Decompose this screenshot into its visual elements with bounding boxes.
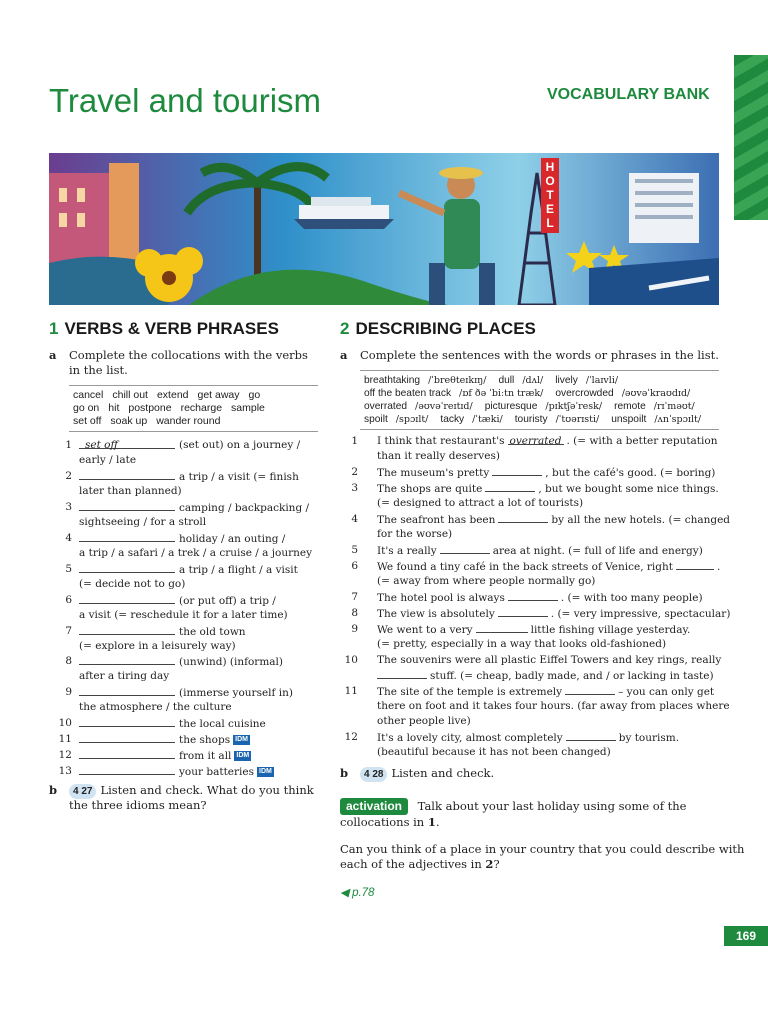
item-text-tail: by tourism. — [618, 732, 680, 744]
page-reference[interactable]: ◀ p.78 — [340, 887, 375, 899]
answer-blank[interactable] — [508, 590, 558, 601]
answer-blank[interactable] — [476, 622, 528, 633]
word: hit — [108, 402, 120, 414]
word: set off — [73, 415, 102, 427]
item-text-continued: for the worse) — [377, 528, 453, 540]
page-number: 169 — [724, 926, 768, 946]
answer-blank[interactable] — [79, 748, 175, 759]
answer-blank[interactable] — [79, 531, 175, 542]
item-text: the old town — [179, 626, 246, 638]
item-text: The hotel pool is always — [377, 592, 505, 604]
sentence-item — [344, 465, 720, 480]
item-text: the local cuisine — [179, 718, 266, 730]
item-text-continued: a visit (= reschedule it for a later time) — [79, 609, 288, 621]
hotel-sign-h: H — [545, 160, 555, 174]
item-text: The site of the temple is extremely — [377, 686, 563, 698]
collocation-item — [58, 732, 318, 747]
item-text: your batteries — [179, 766, 254, 778]
item-text-tail: . — [716, 561, 721, 573]
answer-blank[interactable] — [498, 606, 548, 617]
sentence-item — [344, 512, 731, 542]
word: spoilt /spɔɪlt/ — [364, 414, 429, 425]
word: postpone — [128, 402, 172, 414]
audio-icon[interactable]: 4 27 — [69, 784, 96, 799]
item-text: We found a tiny café in the back streets of Venice, right — [377, 561, 673, 573]
sentence-item — [344, 543, 720, 558]
word: soak up — [110, 415, 148, 427]
collocation-item — [58, 716, 318, 731]
idiom-badge: IDM — [259, 768, 272, 775]
section-2-b: b 4 28 Listen and check. — [340, 766, 495, 780]
item-text: We went to a very — [377, 624, 473, 636]
item-text: (set out) on a journey / — [179, 439, 301, 451]
item-number: 7 — [65, 625, 72, 637]
item-text-continued: after a tiring day — [79, 670, 170, 682]
collocation-item — [58, 562, 318, 592]
section-1-word-list — [69, 385, 318, 432]
item-text-tail: . (= with a better reputation — [566, 435, 718, 447]
collocation-item — [58, 438, 318, 468]
item-text-continued: than it really deserves) — [377, 450, 500, 462]
item-text-tail: , but the café's good. (= boring) — [545, 467, 716, 479]
word: off the beaten track /ɒf ðə ˈbiːtn træk/ — [364, 388, 544, 399]
word: remote /rɪˈməʊt/ — [614, 401, 695, 412]
item-number: 3 — [65, 501, 72, 513]
collocation-item — [58, 748, 318, 763]
answer-blank[interactable]: overrated — [508, 434, 564, 445]
word: tacky /ˈtæki/ — [440, 414, 503, 425]
decorative-stripe — [734, 55, 768, 220]
activation-block: activation Talk about your last holiday using some of the collocations in 1. Can you think of a place in your country that you could describe with each of the adjectives in 2? ◀ p.78 — [340, 799, 745, 899]
section-1-heading: 1 VERBS & VERB PHRASES — [49, 319, 279, 338]
word: recharge — [180, 402, 223, 414]
arrow-left-icon: ◀ — [340, 887, 349, 899]
item-text: It's a lovely city, almost completely — [377, 732, 563, 744]
word: touristy /ˈtʊərɪsti/ — [514, 414, 600, 425]
word: chill out — [112, 389, 148, 401]
item-number: 8 — [351, 607, 358, 619]
item-text: (immerse yourself in) — [179, 687, 293, 699]
answer-blank[interactable] — [565, 684, 615, 695]
section-2-instruction: a Complete the sentences with the words or phrases in the list. — [340, 348, 719, 362]
item-text: The view is absolutely — [377, 608, 495, 620]
item-text: from it all — [179, 750, 232, 762]
section-2-heading: 2 DESCRIBING PLACES — [340, 319, 536, 338]
sentence-item — [344, 434, 720, 464]
sentence-item — [344, 606, 731, 621]
item-text: It's a really — [377, 545, 437, 557]
section-label: VOCABULARY BANK — [547, 86, 710, 103]
item-text-continued: (= away from where people normally go) — [377, 575, 596, 587]
banner-illustration — [49, 153, 719, 305]
word: extend — [156, 389, 189, 401]
collocation-item — [58, 469, 318, 499]
answer-blank[interactable] — [79, 654, 175, 665]
sentence-item — [344, 622, 720, 652]
item-number: 11 — [58, 733, 72, 745]
word: get away — [197, 389, 240, 401]
item-number: 10 — [344, 654, 358, 666]
item-number: 6 — [65, 594, 72, 606]
sentence-item — [344, 559, 720, 589]
activation-badge: activation — [340, 798, 408, 815]
answer-blank[interactable] — [79, 624, 175, 635]
item-text-continued: (beautiful because it has not been changed) — [377, 746, 611, 758]
item-text: holiday / an outing / — [179, 533, 286, 545]
item-text-continued: early / late — [79, 454, 137, 466]
answer-blank[interactable] — [676, 559, 714, 570]
sentence-item — [344, 590, 720, 605]
word: go on — [73, 402, 100, 414]
hotel-sign-l: L — [546, 216, 554, 230]
item-text: a trip / a flight / a visit — [179, 564, 298, 576]
answer-blank[interactable]: set off — [79, 438, 175, 449]
collocation-item — [58, 500, 318, 530]
item-number: 4 — [65, 532, 72, 544]
item-text: I think that restaurant's — [377, 435, 505, 447]
item-text-tail: , but we bought some nice things. — [538, 483, 719, 495]
answer-blank[interactable] — [79, 716, 175, 727]
item-number: 5 — [65, 563, 72, 575]
word: overrated /əʊvəˈreɪtɪd/ — [364, 401, 473, 412]
section-1-b: b 4 27 Listen and check. What do you think the three idioms mean? — [49, 783, 314, 812]
item-text: The seafront has been — [377, 514, 496, 526]
activation-text: Talk about your last holiday using some of the — [417, 799, 687, 813]
answer-blank[interactable] — [485, 481, 535, 492]
collocation-item — [58, 764, 318, 779]
word: dull /dʌl/ — [498, 375, 544, 386]
answer-blank[interactable] — [79, 764, 175, 775]
hotel-sign-t: T — [546, 188, 554, 202]
word: go — [248, 389, 261, 401]
word: sample — [231, 402, 265, 414]
item-number: 3 — [351, 482, 358, 494]
item-text-tail: . (= with too many people) — [560, 592, 703, 604]
item-number: 12 — [58, 749, 72, 761]
section-2-word-list — [360, 370, 719, 430]
item-text: the shops — [179, 734, 231, 746]
section-1-instruction: a Complete the collocations with the verbs in the list. — [49, 348, 308, 377]
idiom-badge: IDM — [236, 752, 250, 759]
sentence-item — [344, 653, 720, 683]
item-text-continued: stuff. (= cheap, badly made, and / or lacking in taste) — [430, 670, 714, 682]
item-text: The museum's pretty — [377, 467, 490, 479]
collocation-item — [58, 654, 318, 684]
sentence-item — [344, 481, 720, 511]
item-text-continued: other people live) — [377, 715, 471, 727]
idiom-badge: IDM — [235, 736, 248, 743]
item-text-continued: a trip / a safari / a trek / a cruise / a journey — [79, 547, 313, 559]
item-number: 2 — [351, 466, 358, 478]
word: wander round — [156, 415, 221, 427]
item-number: 1 — [65, 439, 72, 451]
page-title: Travel and tourism — [49, 82, 322, 119]
item-number: 7 — [351, 591, 358, 603]
collocation-item — [58, 685, 318, 715]
item-text: The souvenirs were all plastic Eiffel Towers and key rings, really — [377, 654, 722, 666]
word: overcrowded /əʊvəˈkraʊdɪd/ — [555, 388, 691, 399]
item-text: (unwind) (informal) — [179, 656, 284, 668]
item-number: 13 — [58, 765, 72, 777]
item-text-tail: – you can only get — [618, 686, 715, 698]
answer-blank[interactable] — [492, 465, 542, 476]
item-text-continued: (= designed to attract a lot of tourists) — [377, 497, 584, 509]
item-number: 6 — [351, 560, 358, 572]
word: cancel — [73, 389, 104, 401]
answer-blank[interactable] — [377, 668, 427, 679]
answer-blank[interactable] — [79, 469, 175, 480]
answer-blank[interactable] — [79, 685, 175, 696]
item-text-tail: . (= very impressive, spectacular) — [550, 608, 731, 620]
item-number: 4 — [351, 513, 358, 525]
item-text-continued: later than planned) — [79, 485, 182, 497]
item-text: The shops are quite — [377, 483, 483, 495]
answer-blank[interactable] — [566, 730, 616, 741]
answer-blank[interactable] — [440, 543, 490, 554]
item-number: 9 — [351, 623, 358, 635]
item-text-continued: (= decide not to go) — [79, 578, 186, 590]
item-text-continued: (= pretty, especially in a way that looks old-fashioned) — [377, 638, 667, 650]
collocation-item — [58, 531, 318, 561]
item-text-tail: area at night. (= full of life and energy) — [492, 545, 703, 557]
hotel-sign-e: E — [545, 202, 555, 216]
answer-blank[interactable] — [79, 500, 175, 511]
item-text: camping / backpacking / — [179, 502, 310, 514]
item-text-tail: little fishing village yesterday. — [530, 624, 691, 636]
word: breathtaking /ˈbreθteɪkɪŋ/ — [364, 375, 487, 386]
sentence-item — [344, 684, 730, 729]
collocation-item — [58, 593, 318, 623]
item-number: 11 — [344, 685, 358, 697]
item-number: 10 — [58, 717, 72, 729]
item-text-continued: the atmosphere / the culture — [79, 701, 232, 713]
word: unspoilt /ʌnˈspɔɪlt/ — [611, 414, 702, 425]
item-number: 1 — [351, 435, 358, 447]
item-number: 5 — [351, 544, 358, 556]
word: picturesque /pɪktʃəˈresk/ — [484, 401, 603, 412]
item-text-tail: by all the new hotels. (= changed — [551, 514, 731, 526]
item-number: 12 — [344, 731, 358, 743]
hotel-sign-o: O — [545, 174, 555, 188]
item-text-continued: sightseeing / for a stroll — [79, 516, 207, 528]
audio-icon[interactable]: 4 28 — [360, 767, 387, 782]
answer-blank[interactable] — [79, 562, 175, 573]
item-number: 8 — [65, 655, 72, 667]
item-text-continued: (= explore in a leisurely way) — [79, 640, 236, 652]
item-text: (or put off) a trip / — [179, 595, 276, 607]
sentence-item — [344, 730, 720, 760]
answer-blank[interactable] — [79, 593, 175, 604]
item-number: 9 — [65, 686, 72, 698]
item-number: 2 — [65, 470, 72, 482]
item-text-continued: there on foot and it takes four hours. (far away from places where — [377, 700, 730, 712]
collocation-item — [58, 624, 318, 654]
answer-blank[interactable] — [79, 732, 175, 743]
item-text: a trip / a visit (= finish — [179, 471, 299, 483]
word: lively /ˈlaɪvli/ — [555, 375, 619, 386]
answer-blank[interactable] — [498, 512, 548, 523]
